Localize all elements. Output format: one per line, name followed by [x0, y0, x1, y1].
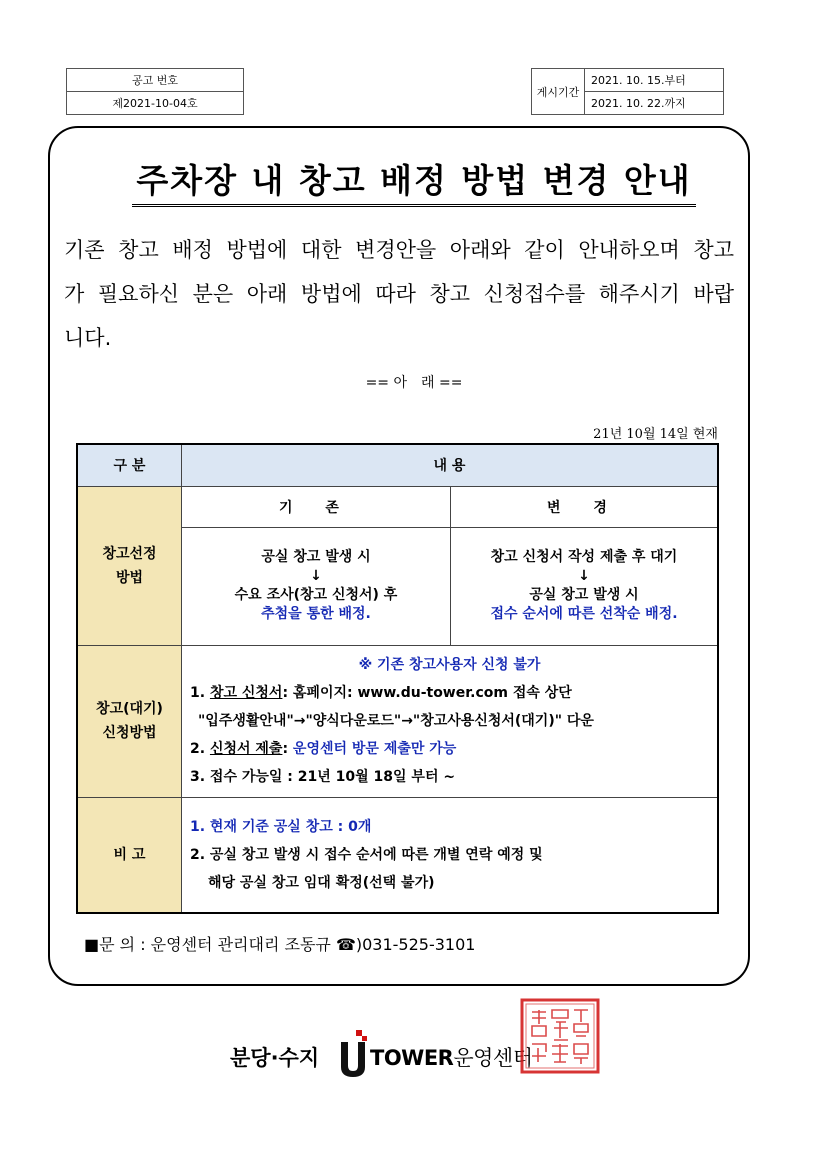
- after-line1: 창고 신청서 작성 제출 후 대기: [490, 549, 678, 565]
- logo-left-text: 분당·수지: [230, 1046, 320, 1070]
- application-method-cell: [182, 645, 719, 797]
- as-of-date: 21년 10월 14일 현재: [593, 427, 718, 442]
- before-line2: 수요 조사(창고 신청서) 후: [234, 587, 398, 603]
- before-method-cell: [182, 527, 451, 645]
- official-seal-stamp: [518, 996, 602, 1076]
- posting-period-from: 2021. 10. 15.부터: [585, 69, 724, 92]
- below-marker: == 아 래 ==: [365, 375, 463, 391]
- after-line3: 접수 순서에 따른 선착순 배정.: [490, 606, 678, 622]
- notice-number-label: 공고 번호: [67, 69, 244, 92]
- contact-info: ■문 의 : 운영센터 관리대리 조동규 ☎)031-525-3101: [84, 935, 476, 954]
- remarks-item-1: 1. 현재 기준 공실 창고 : 0개: [190, 818, 372, 835]
- existing-user-notice: ※ 기존 창고사용자 신청 불가: [358, 657, 541, 673]
- remarks-cell: [182, 797, 719, 913]
- after-method-cell: [451, 527, 719, 645]
- posting-period-to: 2021. 10. 22.까지: [585, 92, 724, 115]
- notice-number-box: [66, 68, 244, 115]
- category-selection-method: 창고선정 방법: [77, 486, 182, 645]
- before-line1: 공실 창고 발생 시: [261, 549, 371, 565]
- down-arrow-icon: ↓: [310, 568, 322, 584]
- category-application-method: 창고(대기) 신청방법: [77, 645, 182, 797]
- before-line3: 추첨을 통한 배정.: [261, 606, 371, 622]
- header-content: 내 용: [182, 444, 719, 486]
- down-arrow-icon: ↓: [578, 568, 590, 584]
- remarks-item-2-cont: 해당 공실 창고 임대 확정(선택 불가): [208, 874, 435, 891]
- remarks-item-2: 2. 공실 창고 발생 시 접수 순서에 따른 개별 연락 예정 및: [190, 846, 543, 863]
- posting-period-label: 게시기간: [532, 69, 585, 115]
- sub-header-after: 변 경: [451, 486, 719, 527]
- application-item-3: 3. 접수 가능일 : 21년 10월 18일 부터 ~: [190, 769, 456, 785]
- application-item-1: 1. 창고 신청서: 홈페이지: www.du-tower.com 접속 상단: [190, 685, 572, 701]
- notice-number-value: 제2021-10-04호: [67, 92, 244, 115]
- content-table: [76, 443, 719, 914]
- application-item-1-cont: "입주생활안내"→"양식다운로드"→"창고사용신청서(대기)" 다운: [198, 713, 594, 729]
- u-mark-icon: [338, 1030, 368, 1078]
- category-remarks: 비 고: [77, 797, 182, 913]
- application-item-2: 2. 신청서 제출: 운영센터 방문 제출만 가능: [190, 741, 457, 757]
- posting-period-box: [531, 68, 724, 115]
- intro-paragraph: 기존 창고 배정 방법에 대한 변경안을 아래와 같이 안내하오며 창고가 필요하신 분은 아래 방법에 따라 창고 신청접수를 해주시기 바랍니다.: [64, 238, 734, 350]
- sub-header-before: 기 존: [182, 486, 451, 527]
- page-title: 주차장 내 창고 배정 방법 변경 안내: [0, 155, 828, 207]
- logo-tower-text: TOWER운영센터: [370, 1046, 533, 1070]
- header-category: 구 분: [77, 444, 182, 486]
- after-line2: 공실 창고 발생 시: [529, 587, 639, 603]
